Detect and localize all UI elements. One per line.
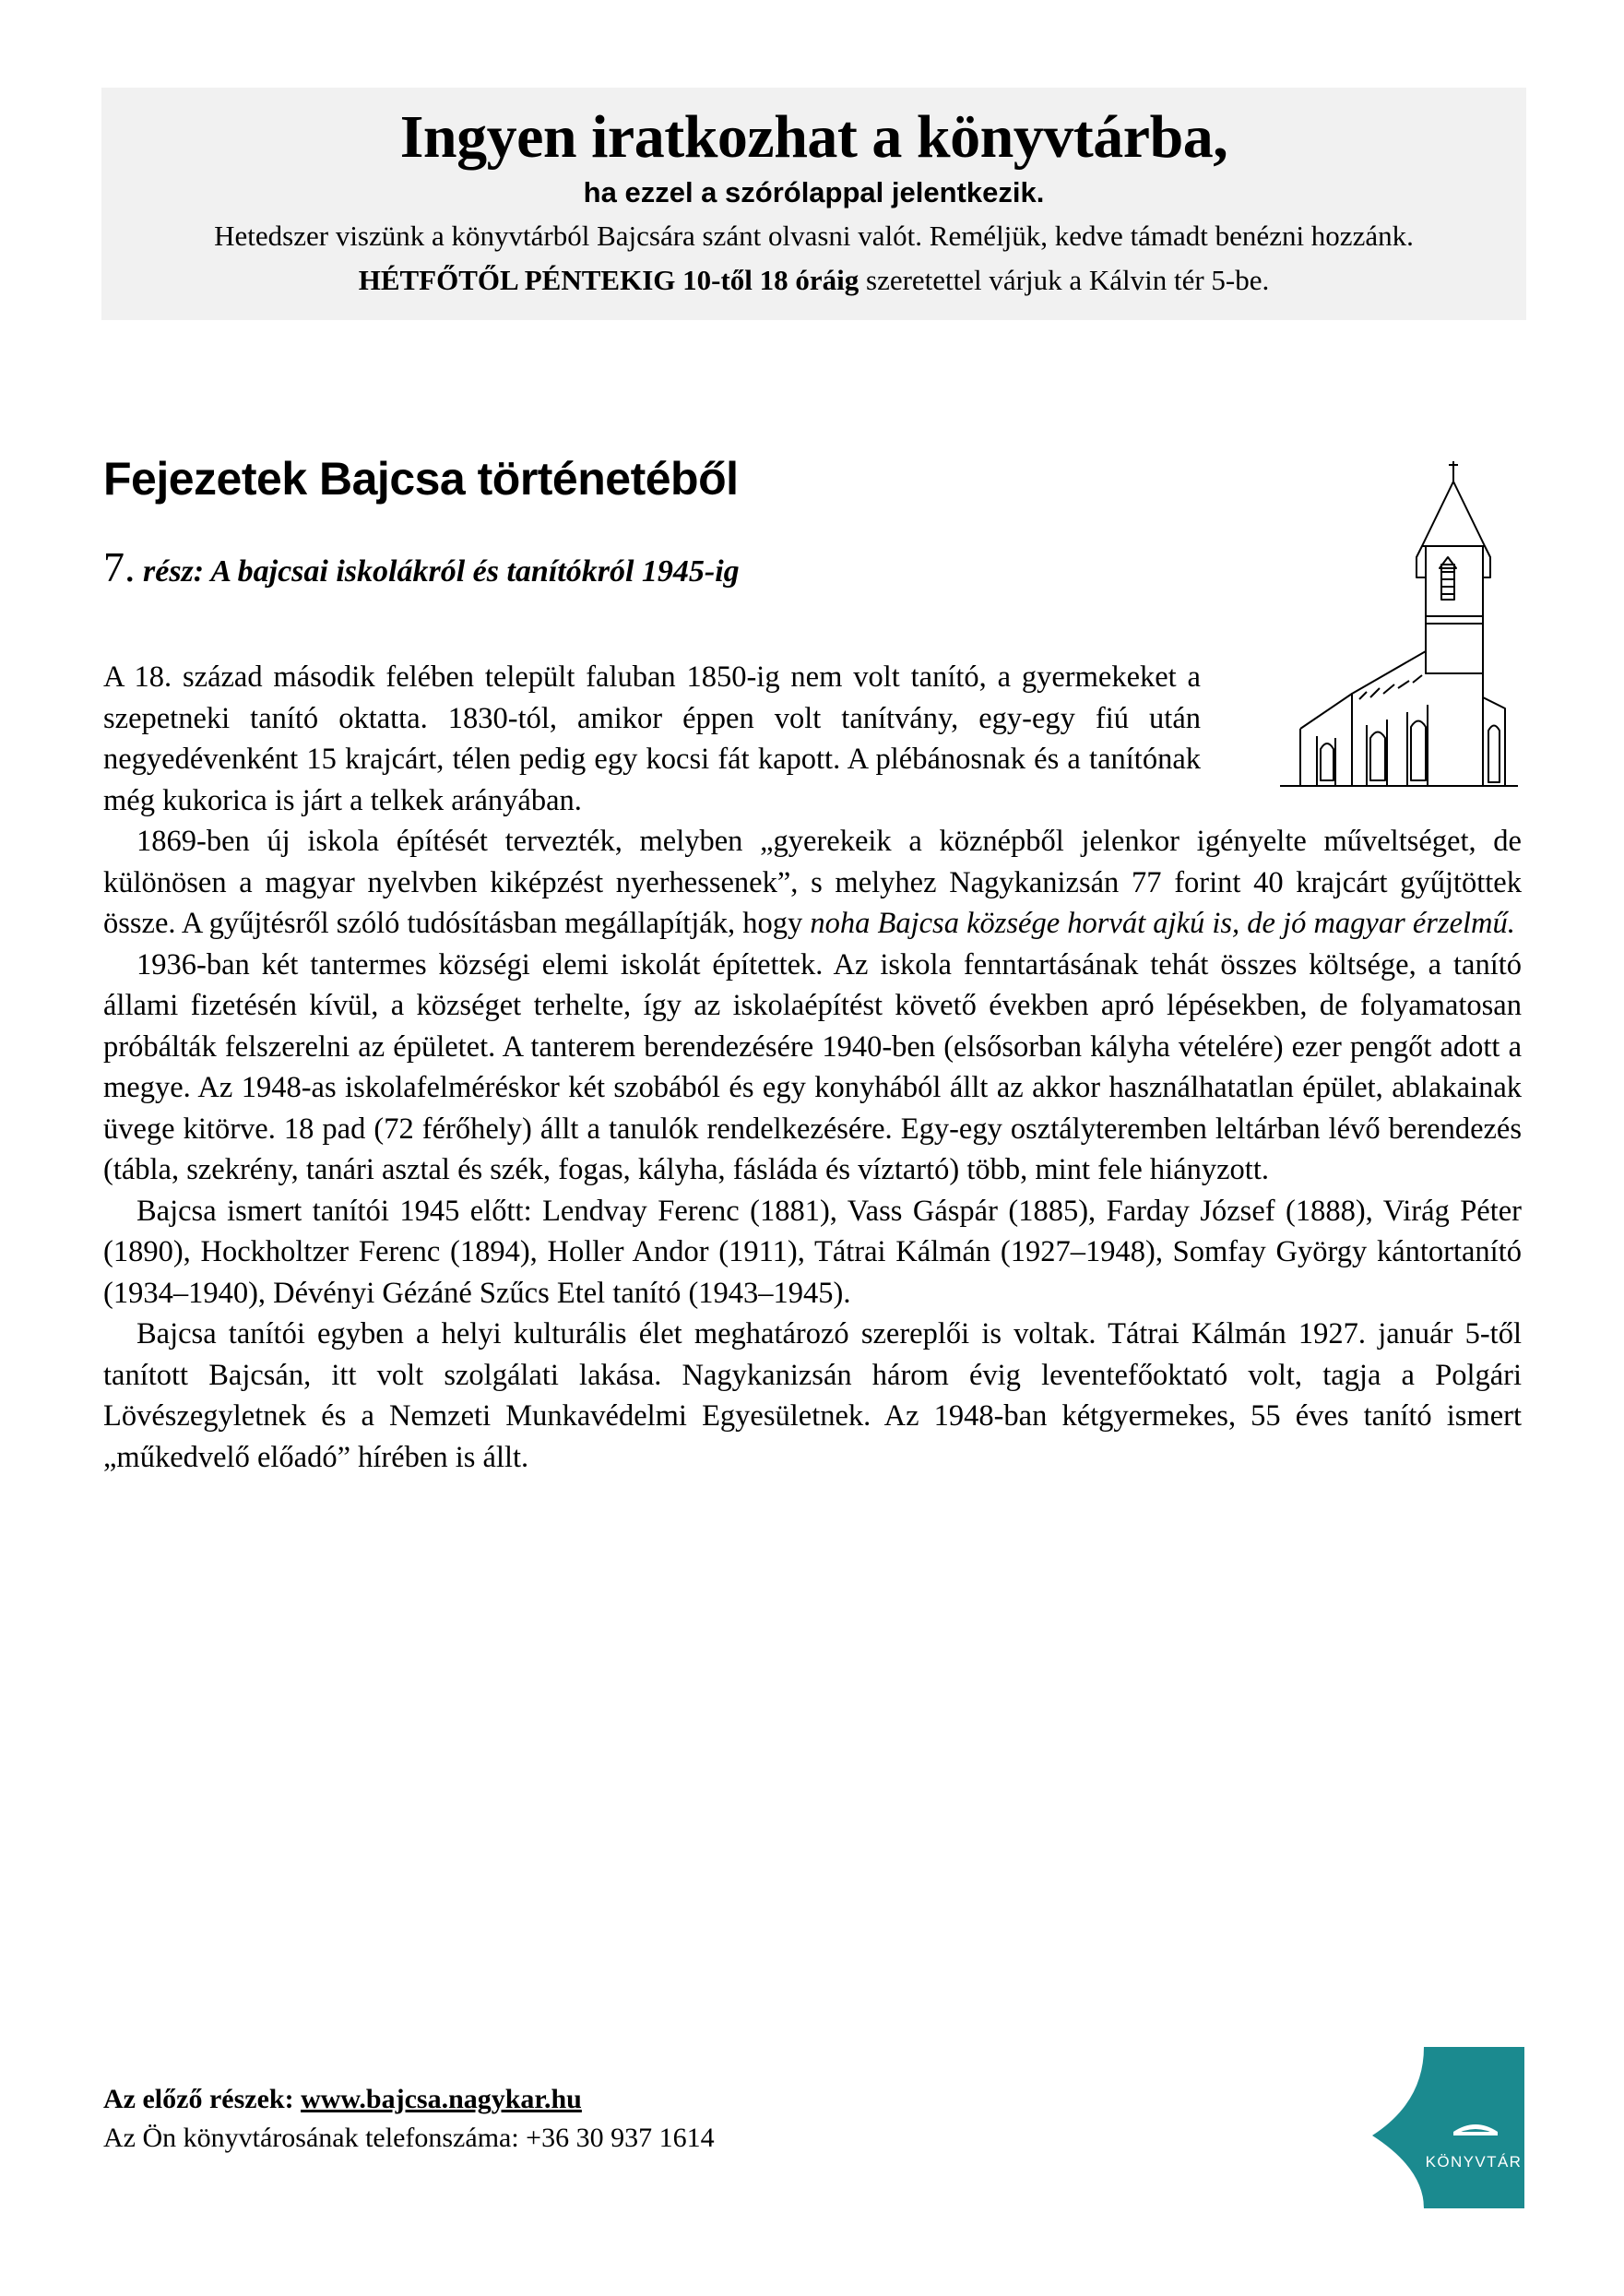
paragraph-4: Bajcsa ismert tanítói 1945 előtt: Lendvay Ferenc (1881), Vass Gáspár (1885), Farday József (1888), Virág Péter (1890), Hockholtzer Ferenc (1894), Holler Andor (1911), Tátrai Kálmán (1927–1948), Somfay György kántortanító (1934–1940), Dévényi Gézáné Szűcs Etel tanító (1943–1945). (103, 1194, 1522, 1310)
promo-banner (101, 88, 1526, 320)
article-part-number: 7. (103, 543, 136, 590)
paragraph-5: Bajcsa tanítói egyben a helyi kulturális élet meghatározó szereplői is voltak. Tátrai Kálmán 1927. január 5-től tanított Bajcsán, itt volt szolgálati lakása. Nagykanizsán három évig leventefőoktató volt, tagja a Polgári Lövészegyletnek és a Nemzeti Munkavédelmi Egyesületnek. Az 1948-ban kétgyermekes, 55 éves tanító ismert „műkedvelő előadó” hírében is állt. (103, 1317, 1522, 1474)
paragraph-2 (103, 821, 1522, 945)
footer-previous-label: Az előző részek: (103, 2084, 302, 2114)
paragraph-2-text: 1869-ben új iskola építését tervezték, melyben „gyerekeik a köznépből jelenkor igényelte műveltséget, de különösen a magyar nyelvben kiképzést nyerhessenek”, s melyhez Nagykanizsán 77 forint 40 krajcárt gyűjtöttek össze. A gyűjtésről szóló tudósításban megállapítják, hogy (103, 825, 1522, 941)
library-logo (1335, 2047, 1524, 2208)
article-title: Fejezetek Bajcsa történetéből (103, 453, 739, 505)
promo-hours-rest: szeretettel várjuk a Kálvin tér 5-be. (859, 263, 1270, 296)
article-part-text: rész: A bajcsai iskolákról és tanítókról 1945-ig (135, 554, 740, 589)
article-subtitle (103, 544, 740, 591)
footer (103, 2080, 715, 2158)
promo-description: Hetedszer viszünk a könyvtárból Bajcsára szánt olvasni valót. Reméljük, kedve támadt benézni hozzánk. (214, 220, 1414, 253)
promo-opening-hours (120, 261, 1508, 300)
paragraph-1: A 18. század második felében települt faluban 1850-ig nem volt tanító, a gyermekeket a szepetneki tanító oktatta. 1830-tól, amikor éppen volt tanítvány, egy-egy fiú után negyedévenként 15 krajcárt, télen pedig egy kocsi fát kapott. A plébánosnak és a tanítónak még kukorica is járt a telkek arányában. (103, 660, 1201, 817)
footer-website-link[interactable]: www.bajcsa.nagykar.hu (301, 2084, 582, 2114)
footer-phone: Az Ön könyvtárosának telefonszáma: +36 30 937 1614 (103, 2123, 715, 2153)
paragraph-3: 1936-ban két tantermes községi elemi iskolát építettek. Az iskola fenntartásának tehát összes költsége, a tanító állami fizetésén kívül, a községet terhelte, így az iskolaépítést követő években apró lépésekben, de folyamatosan próbálták felszerelni az épületet. A tanterem berendezésére 1940-ben (elsősorban kályha vételére) ezer pengőt adott a megye. Az 1948-as iskolafelméréskor két szobából és egy konyhából állt az akkor használhatatlan épület, ablakainak üvege kitörve. 18 pad (72 férőhely) állt a tanulók rendelkezésére. Egy-egy osztályteremben leltárban lévő berendezés (tábla, szekrény, tanári asztal és szék, fogas, kályha, fásláda és víztartó) több, mint fele hiányzott. (103, 947, 1522, 1187)
promo-hours-bold: HÉTFŐTŐL PÉNTEKIG 10-től 18 óráig (358, 263, 859, 296)
article-body (103, 657, 1522, 1478)
paragraph-2-quote: noha Bajcsa községe horvát ajkú is, de jó magyar érzelmű. (810, 907, 1515, 941)
promo-subtitle: ha ezzel a szórólappal jelentkezik. (583, 176, 1045, 209)
footer-previous-parts (103, 2080, 715, 2119)
promo-title: Ingyen iratkozhat a könyvtárba, (399, 103, 1228, 171)
logo-text: KÖNYVTÁR (1425, 2153, 1523, 2171)
